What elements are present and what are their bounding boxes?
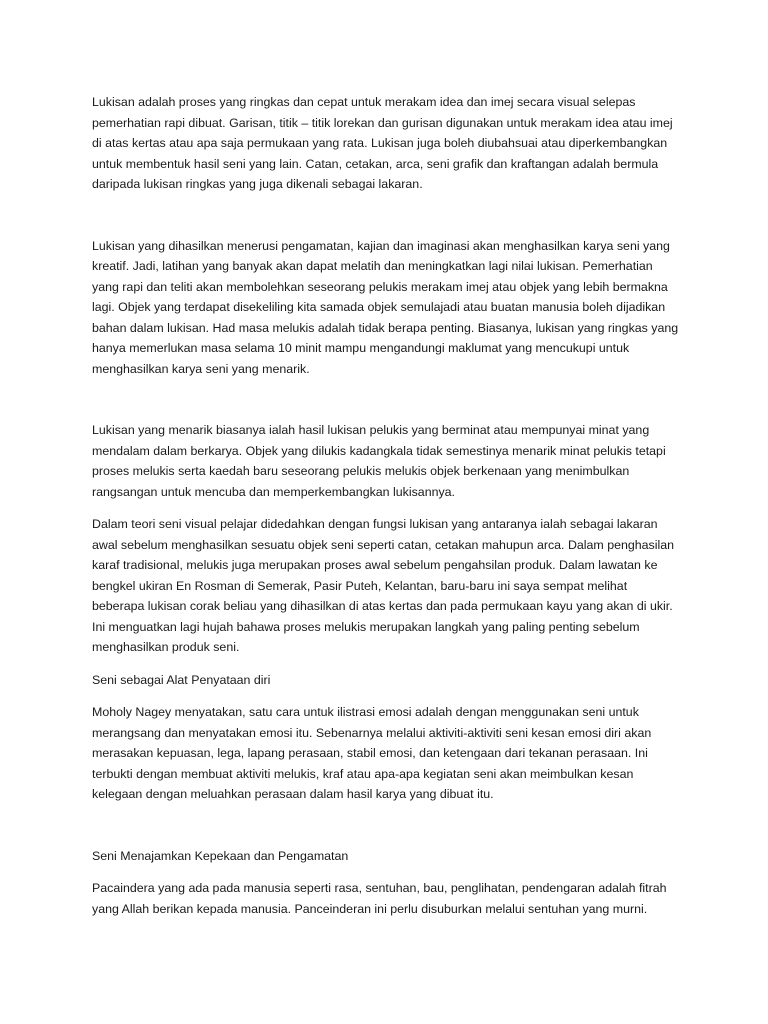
- paragraph-senses: Pacaindera yang ada pada manusia seperti rasa, sentuhan, bau, penglihatan, pendengaran adalah fitrah yang Allah berikan kepada manusia. Panceinderan ini perlu disuburkan melalui sentuhan yang murni.: [92, 881, 667, 916]
- section-heading-self-expression: Seni sebagai Alat Penyataan diri: [92, 672, 271, 687]
- paragraph-self-expression: Moholy Nagey menyatakan, satu cara untuk ilistrasi emosi adalah dengan menggunakan seni untuk merangsang dan menyatakan emosi itu. Sebenarnya melalui aktiviti-aktiviti seni kesan emosi diri akan merasakan kepuasan, lega, lapang perasaan, stabil emosi, dan ketengaan dari tekanan perasaan. Ini terbukti dengan membuat aktiviti melukis, kraf atau apa-apa kegiatan seni akan meimbulkan kesan kelegaan dengan meluahkan perasaan dalam hasil karya yang dibuat itu.: [92, 705, 652, 801]
- paragraph-observation: Lukisan yang dihasilkan menerusi pengamatan, kajian dan imaginasi akan menghasilkan karya seni yang kreatif. Jadi, latihan yang banyak akan dapat melatih dan meningkatkan lagi nilai lukisan. Pemerhatian yang rapi dan teliti akan membolehkan seseorang pelukis merakam imej atau objek yang lebih bermakna lagi. Objek yang terdapat disekeliling kita samada objek semulajadi atau buatan manusia boleh dijadikan bahan dalam lukisan. Had masa melukis adalah tidak berapa penting. Biasanya, lukisan yang ringkas yang hanya memerlukan masa selama 10 minit mampu mengandungi maklumat yang mencukupi untuk menghasilkan karya seni yang menarik.: [92, 238, 679, 376]
- paragraph-interest: Lukisan yang menarik biasanya ialah hasil lukisan pelukis yang berminat atau mempunyai minat yang mendalam dalam berkarya. Objek yang dilukis kadangkala tidak semestinya menarik minat pelukis tetapi proses melukis serta kaedah baru seseorang pelukis melukis objek berkenaan yang menimbulkan rangsangan untuk mencuba dan memperkembangkan lukisannya.: [92, 423, 666, 499]
- paragraph-intro: Lukisan adalah proses yang ringkas dan cepat untuk merakam idea dan imej secara visual selepas pemerhatian rapi dibuat. Garisan, titik – titik lorekan dan gurisan digunakan untuk merakam idea atau imej di atas kertas atau apa saja permukaan yang rata. Lukisan juga boleh diubahsuai atau diperkembangkan untuk membentuk hasil seni yang lain. Catan, cetakan, arca, seni grafik dan kraftangan adalah bermula daripada lukisan ringkas yang juga dikenali sebagai lakaran.: [92, 95, 673, 191]
- document-page: [92, 92, 682, 919]
- paragraph-theory: Dalam teori seni visual pelajar didedahkan dengan fungsi lukisan yang antaranya ialah sebagai lakaran awal sebelum menghasilkan sesuatu objek seni seperti catan, cetakan mahupun arca. Dalam penghasilan karaf tradisional, melukis juga merupakan proses awal sebelum pengahsilan produk. Dalam lawatan ke bengkel ukiran En Rosman di Semerak, Pasir Puteh, Kelantan, baru-baru ini saya sempat melihat beberapa lukisan corak beliau yang dihasilkan di atas kertas dan pada permukaan kayu yang akan di ukir. Ini menguatkan lagi hujah bahawa proses melukis merupakan langkah yang paling penting sebelum menghasilkan produk seni.: [92, 517, 675, 654]
- section-heading-sensitivity: Seni Menajamkan Kepekaan dan Pengamatan: [92, 848, 349, 863]
